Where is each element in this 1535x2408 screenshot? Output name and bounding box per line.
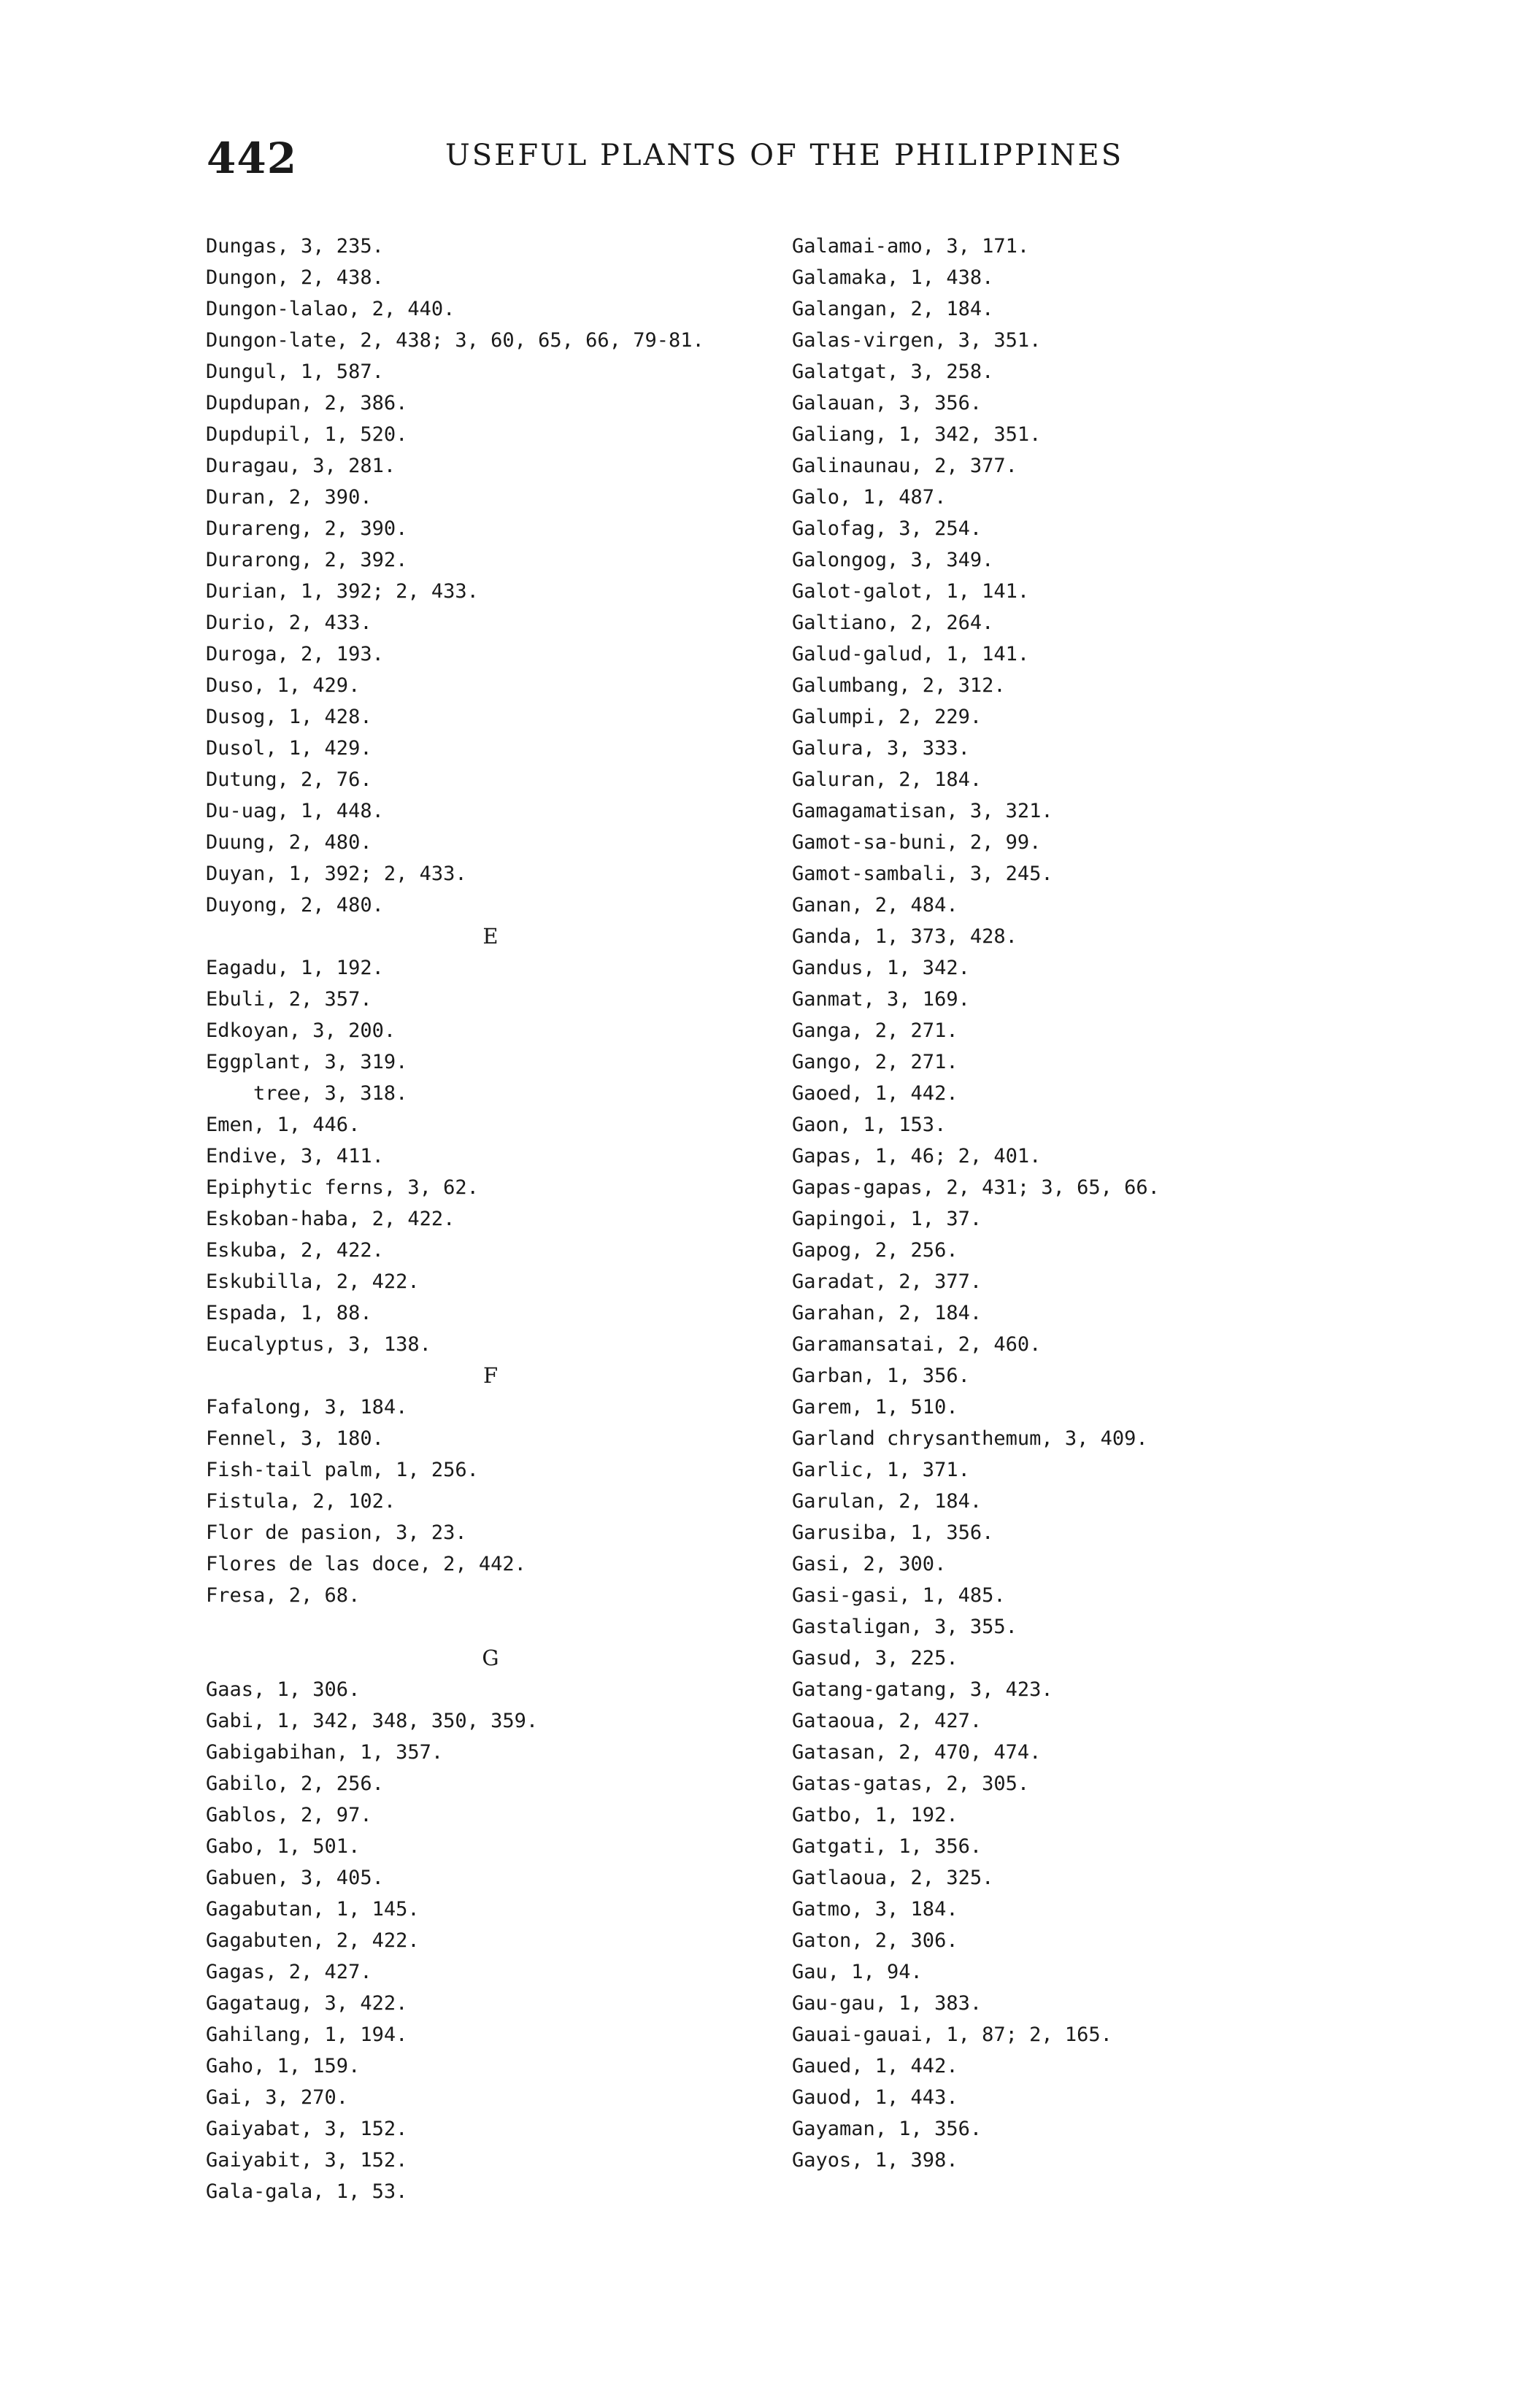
index-entry: Gatbo, 1, 192. — [792, 1804, 958, 1826]
index-entry: Gaued, 1, 442. — [792, 2055, 958, 2077]
index-entry: Dupdupil, 1, 520. — [206, 423, 408, 446]
index-entry: Gabuen, 3, 405. — [206, 1867, 384, 1889]
index-entry: Galura, 3, 333. — [792, 737, 970, 760]
index-entry: Galamaka, 1, 438. — [792, 266, 994, 289]
index-entry: Gagabutan, 1, 145. — [206, 1898, 420, 1921]
index-entry: Eucalyptus, 3, 138. — [206, 1333, 431, 1356]
index-entry: Dupdupan, 2, 386. — [206, 392, 408, 414]
index-entry: Gablos, 2, 97. — [206, 1804, 372, 1826]
index-entry: Fafalong, 3, 184. — [206, 1396, 408, 1419]
index-entry: Dungas, 3, 235. — [206, 235, 384, 258]
index-entry: Gatgati, 1, 356. — [792, 1835, 982, 1858]
index-entry: Gandus, 1, 342. — [792, 957, 970, 979]
index-entry: Fistula, 2, 102. — [206, 1490, 396, 1513]
index-entry: Gapas-gapas, 2, 431; 3, 65, 66. — [792, 1176, 1160, 1199]
index-entry: Gagabuten, 2, 422. — [206, 1929, 420, 1952]
index-entry: Durio, 2, 433. — [206, 611, 372, 634]
index-entry: Gamot-sambali, 3, 245. — [792, 863, 1053, 885]
index-entry: Gapas, 1, 46; 2, 401. — [792, 1145, 1042, 1168]
index-entry: Gabo, 1, 501. — [206, 1835, 361, 1858]
index-entry: Eskubilla, 2, 422. — [206, 1270, 420, 1293]
index-entry: Garusiba, 1, 356. — [792, 1521, 994, 1544]
index-entry: Espada, 1, 88. — [206, 1302, 372, 1324]
index-entry: Gala-gala, 1, 53. — [206, 2180, 408, 2203]
index-entry: Dutung, 2, 76. — [206, 768, 372, 791]
index-entry: Durian, 1, 392; 2, 433. — [206, 580, 479, 603]
index-entry: Garahan, 2, 184. — [792, 1302, 982, 1324]
index-entry: Gabigabihan, 1, 357. — [206, 1741, 444, 1764]
index-entry: Duran, 2, 390. — [206, 486, 372, 509]
index-entry: Gai, 3, 270. — [206, 2086, 349, 2109]
index-entry: Gau, 1, 94. — [792, 1961, 923, 1983]
index-entry: Gaiyabit, 3, 152. — [206, 2149, 408, 2172]
index-entry: Dusol, 1, 429. — [206, 737, 372, 760]
index-entry: Dusog, 1, 428. — [206, 706, 372, 728]
index-entry: Gayaman, 1, 356. — [792, 2118, 982, 2140]
index-entry: Ganan, 2, 484. — [792, 894, 958, 916]
index-entry: Gapog, 2, 256. — [792, 1239, 958, 1262]
section-letter-f: F — [482, 1363, 499, 1388]
index-entry: Gasi-gasi, 1, 485. — [792, 1584, 1006, 1607]
index-entry: Gamot-sa-buni, 2, 99. — [792, 831, 1042, 854]
index-entry: Duragau, 3, 281. — [206, 455, 396, 477]
index-entry: Galas-virgen, 3, 351. — [792, 329, 1042, 352]
index-entry: Galiang, 1, 342, 351. — [792, 423, 1042, 446]
index-entry: Gatang-gatang, 3, 423. — [792, 1678, 1053, 1701]
index-entry: Galot-galot, 1, 141. — [792, 580, 1030, 603]
index-entry: Galumbang, 2, 312. — [792, 674, 1006, 697]
index-entry: Galumpi, 2, 229. — [792, 706, 982, 728]
index-entry: Gaon, 1, 153. — [792, 1114, 947, 1136]
right-index-column — [792, 231, 1449, 2176]
index-entry: Gaton, 2, 306. — [792, 1929, 958, 1952]
index-entry: Garland chrysanthemum, 3, 409. — [792, 1427, 1148, 1450]
index-entry: Gabilo, 2, 256. — [206, 1772, 384, 1795]
index-entry: Gaoed, 1, 442. — [792, 1082, 958, 1105]
index-entry: Galuran, 2, 184. — [792, 768, 982, 791]
index-entry: Garamansatai, 2, 460. — [792, 1333, 1042, 1356]
index-entry: Gauai-gauai, 1, 87; 2, 165. — [792, 2023, 1112, 2046]
index-entry: Gapingoi, 1, 37. — [792, 1208, 982, 1230]
index-entry: Gabi, 1, 342, 348, 350, 359. — [206, 1710, 539, 1732]
page-number: 442 — [207, 134, 298, 183]
index-entry: Gasud, 3, 225. — [792, 1647, 958, 1670]
index-entry: Fish-tail palm, 1, 256. — [206, 1459, 479, 1481]
index-entry: Galongog, 3, 349. — [792, 549, 994, 571]
index-entry: Gastaligan, 3, 355. — [792, 1616, 1017, 1638]
index-entry: Ebuli, 2, 357. — [206, 988, 372, 1011]
index-entry: Du-uag, 1, 448. — [206, 800, 384, 822]
index-entry: Dungul, 1, 587. — [206, 360, 384, 383]
index-entry: Dungon-lalao, 2, 440. — [206, 298, 455, 320]
index-entry: Gaas, 1, 306. — [206, 1678, 361, 1701]
index-entry: Dungon, 2, 438. — [206, 266, 384, 289]
index-entry: Gau-gau, 1, 383. — [792, 1992, 982, 2015]
left-index-column — [206, 231, 790, 2207]
index-entry: Gayos, 1, 398. — [792, 2149, 958, 2172]
index-entry: Eagadu, 1, 192. — [206, 957, 384, 979]
index-entry: Galo, 1, 487. — [792, 486, 947, 509]
section-letter-g: G — [482, 1645, 499, 1670]
index-entry: Galangan, 2, 184. — [792, 298, 994, 320]
index-entry: Epiphytic ferns, 3, 62. — [206, 1176, 479, 1199]
index-entry: Ganda, 1, 373, 428. — [792, 925, 1017, 948]
index-entry: Gagas, 2, 427. — [206, 1961, 372, 1983]
index-entry: Galud-galud, 1, 141. — [792, 643, 1030, 665]
index-entry: Duyong, 2, 480. — [206, 894, 384, 916]
index-entry: Gahilang, 1, 194. — [206, 2023, 408, 2046]
section-letter-e: E — [482, 924, 499, 949]
index-entry: Gango, 2, 271. — [792, 1051, 958, 1073]
index-entry: Flores de las doce, 2, 442. — [206, 1553, 526, 1575]
index-entry: Garulan, 2, 184. — [792, 1490, 982, 1513]
index-entry: Flor de pasion, 3, 23. — [206, 1521, 467, 1544]
index-entry: Edkoyan, 3, 200. — [206, 1019, 396, 1042]
index-entry: Gaiyabat, 3, 152. — [206, 2118, 408, 2140]
index-entry: Gatlaoua, 2, 325. — [792, 1867, 994, 1889]
index-entry: Gatasan, 2, 470, 474. — [792, 1741, 1042, 1764]
index-entry: Eggplant, 3, 319. — [206, 1051, 408, 1073]
index-entry: Ganga, 2, 271. — [792, 1019, 958, 1042]
index-entry: Gagataug, 3, 422. — [206, 1992, 408, 2015]
index-entry: Galauan, 3, 356. — [792, 392, 982, 414]
index-entry: Garem, 1, 510. — [792, 1396, 958, 1419]
index-entry: Gatas-gatas, 2, 305. — [792, 1772, 1030, 1795]
index-entry: Eskuba, 2, 422. — [206, 1239, 384, 1262]
index-entry: Eskoban-haba, 2, 422. — [206, 1208, 455, 1230]
index-entry: Galamai-amo, 3, 171. — [792, 235, 1030, 258]
index-entry: Dungon-late, 2, 438; 3, 60, 65, 66, 79-81. — [206, 329, 704, 352]
index-entry: tree, 3, 318. — [253, 1082, 408, 1105]
index-entry: Gasi, 2, 300. — [792, 1553, 947, 1575]
index-entry: Gaho, 1, 159. — [206, 2055, 361, 2077]
index-entry: Galinaunau, 2, 377. — [792, 455, 1017, 477]
running-title: USEFUL PLANTS OF THE PHILIPPINES — [445, 139, 1124, 172]
index-entry: Duung, 2, 480. — [206, 831, 372, 854]
index-entry: Gamagamatisan, 3, 321. — [792, 800, 1053, 822]
index-entry: Gatmo, 3, 184. — [792, 1898, 958, 1921]
index-entry: Garlic, 1, 371. — [792, 1459, 970, 1481]
index-entry: Endive, 3, 411. — [206, 1145, 384, 1168]
index-entry: Emen, 1, 446. — [206, 1114, 361, 1136]
index-entry: Duyan, 1, 392; 2, 433. — [206, 863, 467, 885]
index-entry: Fresa, 2, 68. — [206, 1584, 361, 1607]
index-entry: Ganmat, 3, 169. — [792, 988, 970, 1011]
index-entry: Galofag, 3, 254. — [792, 517, 982, 540]
index-entry: Garban, 1, 356. — [792, 1365, 970, 1387]
index-entry: Duroga, 2, 193. — [206, 643, 384, 665]
index-entry: Durareng, 2, 390. — [206, 517, 408, 540]
index-entry: Garadat, 2, 377. — [792, 1270, 982, 1293]
index-entry: Galatgat, 3, 258. — [792, 360, 994, 383]
index-entry: Duso, 1, 429. — [206, 674, 361, 697]
index-entry: Fennel, 3, 180. — [206, 1427, 384, 1450]
index-entry: Gauod, 1, 443. — [792, 2086, 958, 2109]
index-entry: Durarong, 2, 392. — [206, 549, 408, 571]
index-entry: Galtiano, 2, 264. — [792, 611, 994, 634]
index-entry: Gataoua, 2, 427. — [792, 1710, 982, 1732]
